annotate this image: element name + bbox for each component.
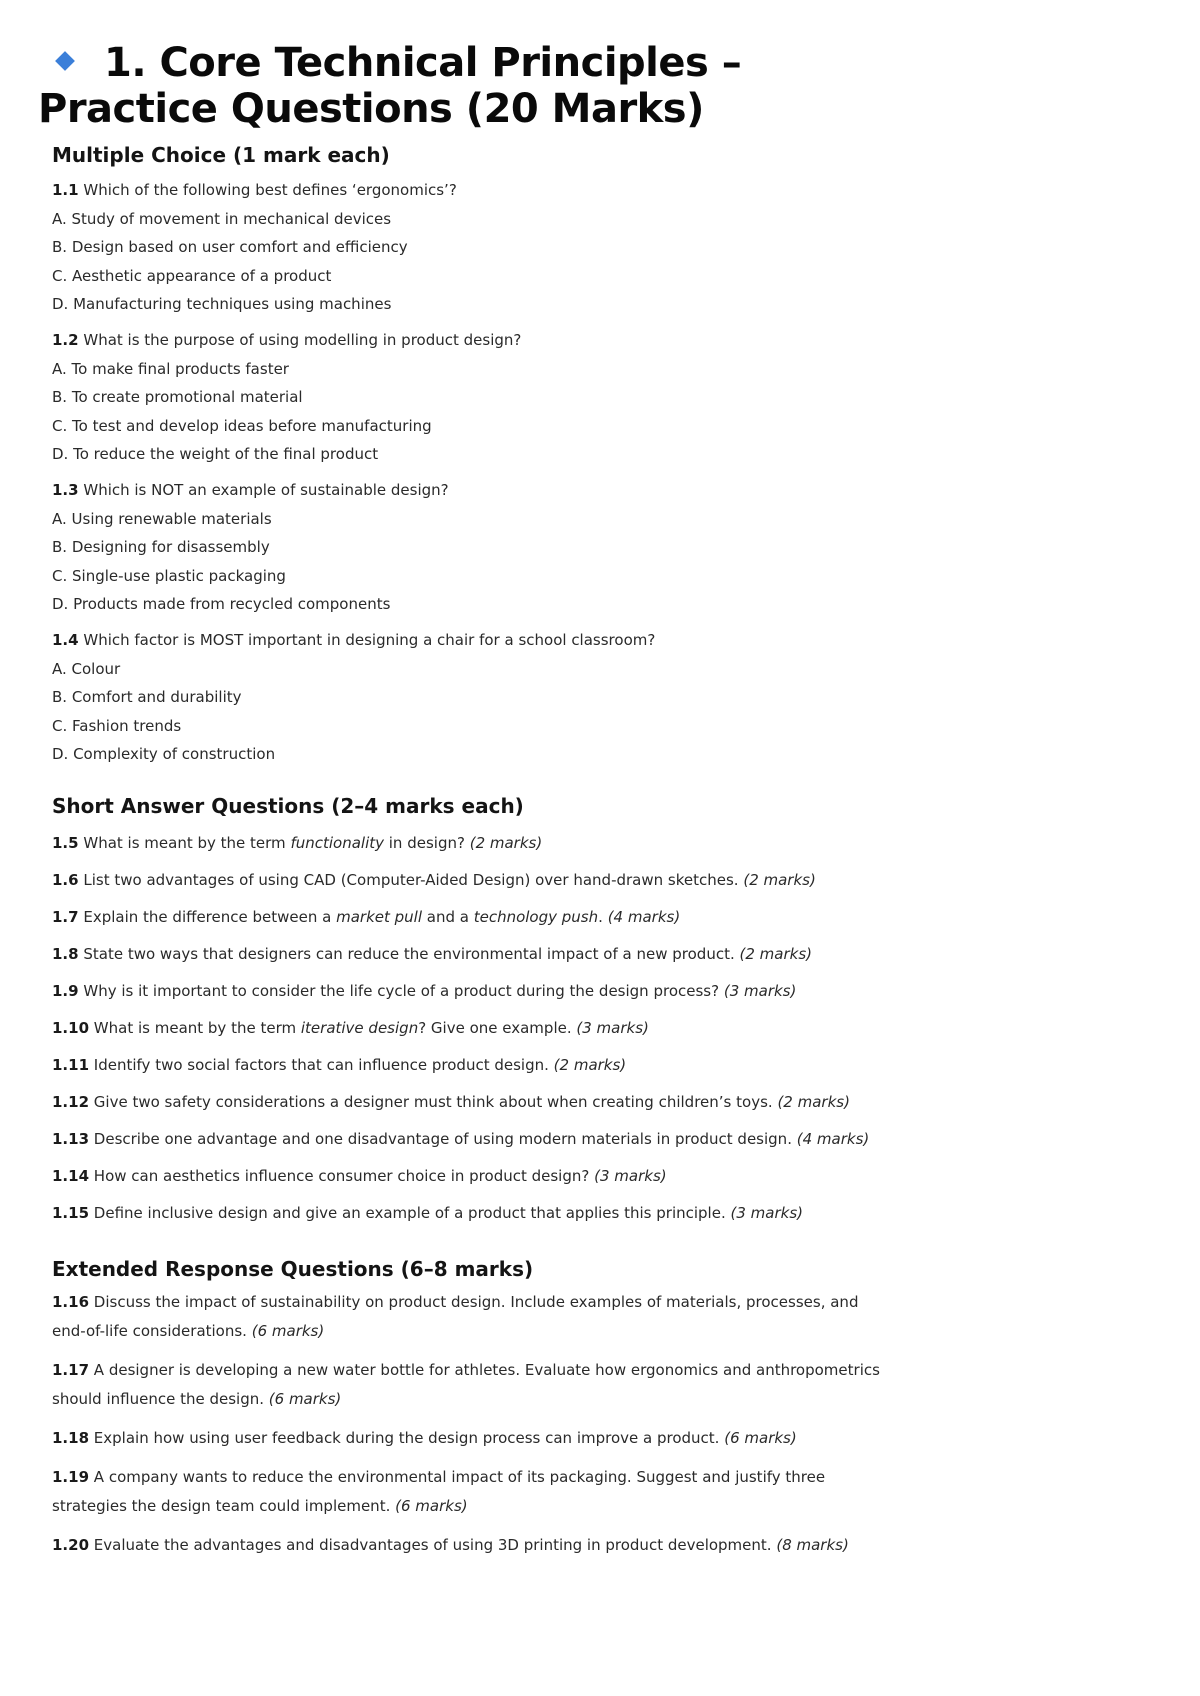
extended-question: 1.18 Explain how using user feedback during the design process can improve a product. (6 marks)	[52, 1429, 797, 1447]
question-text: What is the purpose of using modelling in product design?	[83, 331, 522, 349]
extended-question: 1.19 A company wants to reduce the environmental impact of its packaging. Suggest and justify three strategies the design team could implement. (6 marks)	[52, 1468, 826, 1515]
question-text: Which factor is MOST important in designing a chair for a school classroom?	[83, 631, 656, 649]
option-d: D. Products made from recycled components	[52, 595, 391, 614]
mc-question-1-2	[52, 326, 932, 469]
option-b: B. Design based on user comfort and efficiency	[52, 238, 408, 257]
short-answer-question: 1.10 What is meant by the term iterative design? Give one example. (3 marks)	[52, 1019, 649, 1037]
extended-question: 1.20 Evaluate the advantages and disadvantages of using 3D printing in product development. (8 marks)	[52, 1536, 849, 1554]
short-answer-question: 1.11 Identify two social factors that can influence product design. (2 marks)	[52, 1056, 627, 1074]
page-title	[38, 40, 898, 132]
option-c: C. Fashion trends	[52, 716, 182, 735]
question-number: 1.2	[52, 331, 79, 349]
page-title-text: 1. Core Technical Principles – Practice Questions (20 Marks)	[38, 40, 742, 132]
extended-response-heading: Extended Response Questions (6–8 marks)	[52, 1257, 534, 1281]
short-answer-question: 1.6 List two advantages of using CAD (Computer-Aided Design) over hand-drawn sketches. (2 marks)	[52, 871, 816, 889]
mc-question-1-4	[52, 626, 932, 769]
option-d: D. Complexity of construction	[52, 745, 276, 764]
diamond-icon	[55, 51, 75, 71]
option-d: D. Manufacturing techniques using machines	[52, 295, 392, 314]
mc-question-1-1	[52, 176, 932, 319]
option-c: C. Single-use plastic packaging	[52, 566, 286, 585]
option-b: B. Designing for disassembly	[52, 538, 270, 557]
extended-response-list	[52, 1288, 932, 1570]
extended-question: 1.16 Discuss the impact of sustainability on product design. Include examples of materials, processes, and end-of-life considerations. (6 marks)	[52, 1293, 859, 1340]
short-answer-question: 1.5 What is meant by the term functionality in design? (2 marks)	[52, 834, 543, 852]
short-answer-question: 1.15 Define inclusive design and give an example of a product that applies this principle. (3 marks)	[52, 1204, 803, 1222]
mc-question-1-3	[52, 476, 932, 619]
option-a: A. To make final products faster	[52, 359, 289, 378]
option-a: A. Study of movement in mechanical devices	[52, 209, 392, 228]
option-b: B. Comfort and durability	[52, 688, 242, 707]
option-c: C. To test and develop ideas before manufacturing	[52, 416, 432, 435]
question-text: Which of the following best defines ‘ergonomics’?	[83, 181, 457, 199]
short-answer-list	[52, 825, 932, 1232]
question-number: 1.3	[52, 481, 79, 499]
short-answer-heading: Short Answer Questions (2–4 marks each)	[52, 794, 524, 818]
option-b: B. To create promotional material	[52, 388, 303, 407]
option-c: C. Aesthetic appearance of a product	[52, 266, 332, 285]
question-number: 1.1	[52, 181, 79, 199]
option-a: A. Colour	[52, 659, 121, 678]
multiple-choice-heading: Multiple Choice (1 mark each)	[52, 143, 390, 167]
option-a: A. Using renewable materials	[52, 509, 272, 528]
short-answer-question: 1.8 State two ways that designers can reduce the environmental impact of a new product. (2 marks)	[52, 945, 812, 963]
short-answer-question: 1.14 How can aesthetics influence consumer choice in product design? (3 marks)	[52, 1167, 667, 1185]
option-d: D. To reduce the weight of the final product	[52, 445, 379, 464]
question-number: 1.4	[52, 631, 79, 649]
short-answer-question: 1.9 Why is it important to consider the life cycle of a product during the design process? (3 marks)	[52, 982, 797, 1000]
short-answer-question: 1.13 Describe one advantage and one disadvantage of using modern materials in product design. (4 marks)	[52, 1130, 870, 1148]
short-answer-question: 1.12 Give two safety considerations a designer must think about when creating children’s toys. (2 marks)	[52, 1093, 850, 1111]
short-answer-question: 1.7 Explain the difference between a market pull and a technology push. (4 marks)	[52, 908, 681, 926]
question-text: Which is NOT an example of sustainable design?	[83, 481, 449, 499]
extended-question: 1.17 A designer is developing a new water bottle for athletes. Evaluate how ergonomics and anthropometrics should influence the design. (6 marks)	[52, 1361, 880, 1408]
